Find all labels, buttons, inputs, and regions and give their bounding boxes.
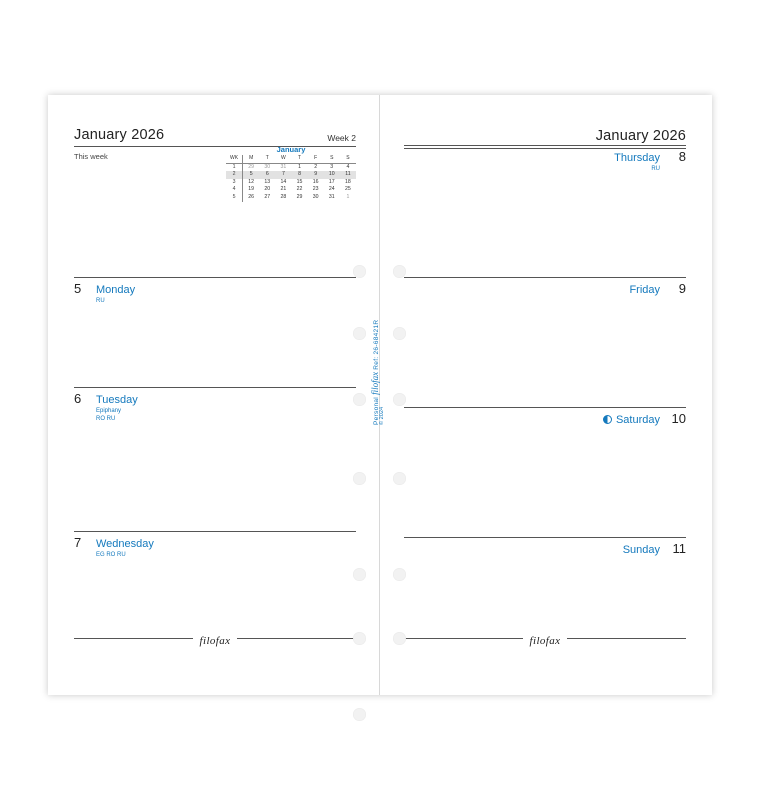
ring-hole [353,265,366,278]
mini-calendar-week-number: 2 [226,171,243,179]
mini-calendar-day[interactable]: 31 [328,193,335,200]
mini-calendar-title: January [276,145,306,154]
mini-calendar-header-cell: M [243,155,260,163]
mini-calendar-header-cell: S [340,155,356,163]
day-header [74,277,356,296]
day-number: 8 [678,149,686,164]
ring-hole [393,632,406,645]
mini-calendar-header-row [226,155,356,163]
mini-calendar-day[interactable]: 15 [296,178,303,185]
mini-calendar-day[interactable]: 25 [345,186,351,193]
ring-hole [393,393,406,406]
mini-calendar-header-cell: T [259,155,275,163]
day-number: 6 [74,391,82,406]
ring-hole [353,708,366,721]
mini-calendar-header-cell: WK [226,155,243,163]
mini-calendar-day[interactable]: 10 [324,171,340,179]
mini-calendar-body [226,163,356,201]
filofax-logo: filofax [523,635,568,647]
ring-hole [353,632,366,645]
day-number: 11 [672,541,686,556]
mini-calendar-day[interactable]: 22 [296,186,303,193]
mini-calendar-day[interactable]: 6 [259,171,275,179]
ring-hole [353,327,366,340]
day-block-tuesday [74,387,356,423]
mini-calendar-day[interactable]: 7 [275,171,291,179]
mini-calendar-day[interactable]: 28 [280,193,287,200]
day-notes [96,407,356,423]
mini-calendar-day[interactable]: 29 [296,193,303,200]
day-header [74,531,356,550]
day-name: Monday [96,284,136,296]
mini-calendar-week-number: 1 [226,163,243,171]
day-number: 10 [671,411,686,426]
mini-calendar-header-cell: S [324,155,340,163]
mini-calendar-day[interactable]: 26 [248,193,255,200]
moon-phase-icon [603,415,612,424]
day-notes [96,551,356,559]
right-month-title: January 2026 [595,128,686,144]
day-header [74,387,356,406]
this-week-label: This week [74,152,108,161]
mini-calendar-header-cell: W [275,155,291,163]
mini-calendar-day[interactable]: 18 [345,178,351,185]
mini-calendar-week-number: 3 [226,179,243,187]
mini-calendar-day[interactable]: 11 [340,171,356,179]
mini-calendar-table [226,155,356,202]
mini-calendar-day[interactable]: 1 [298,163,301,170]
left-page [48,95,380,695]
ring-hole [353,568,366,581]
spine-copyright: © 2024 [379,406,385,425]
mini-calendar-day[interactable]: 3 [330,163,334,170]
day-note-line: Epiphany [96,408,122,414]
day-note-line: RU [96,298,105,304]
day-header [404,145,686,164]
mini-calendar-row [226,171,356,179]
day-number: 7 [74,535,82,550]
ring-hole [393,265,406,278]
right-page-footer [404,635,686,657]
mini-calendar [226,145,356,202]
mini-calendar-day[interactable]: 8 [291,171,307,179]
mini-calendar-day[interactable]: 12 [248,178,255,185]
planner-spread [48,95,712,695]
day-name: Saturday [615,414,660,426]
day-note-line: RU [651,166,660,172]
mini-calendar-day[interactable]: 30 [312,193,319,200]
right-page [380,95,712,695]
day-block-monday [74,277,356,305]
day-name: Tuesday [96,394,138,406]
ring-hole [353,393,366,406]
mini-calendar-header-cell: F [308,155,324,163]
spine-size-label: Personal [373,396,380,425]
mini-calendar-day[interactable]: 23 [312,186,319,193]
day-header [404,407,686,426]
mini-calendar-day[interactable]: 17 [328,178,335,185]
day-note-line: EG RO RU [96,552,126,558]
mini-calendar-day[interactable]: 31 [280,163,287,170]
day-notes [96,297,356,305]
mini-calendar-day[interactable]: 24 [328,186,335,193]
mini-calendar-week-number: 5 [226,194,243,202]
mini-calendar-row [226,179,356,187]
mini-calendar-day[interactable]: 13 [264,178,271,185]
left-page-footer [74,635,356,657]
mini-calendar-day[interactable]: 30 [264,163,271,170]
left-page-header [74,127,356,147]
ring-hole [393,472,406,485]
day-name: Friday [629,284,660,296]
mini-calendar-day[interactable]: 9 [308,171,324,179]
mini-calendar-row [226,186,356,194]
mini-calendar-day[interactable]: 27 [264,193,271,200]
day-name: Wednesday [96,538,154,550]
week-number-label: Week 2 [327,133,356,143]
mini-calendar-day[interactable]: 16 [312,178,319,185]
spine-brand-logo: filofax [370,371,380,395]
mini-calendar-day[interactable]: 21 [280,186,287,193]
day-name: Sunday [622,544,660,556]
mini-calendar-day[interactable]: 1 [346,193,350,200]
mini-calendar-week-number: 4 [226,186,243,194]
mini-calendar-header-cell: T [291,155,307,163]
spine-reference: Ref: 26-68421R [373,319,380,370]
day-header [404,537,686,556]
day-block-sunday [404,537,686,556]
mini-calendar-row [226,163,356,171]
filofax-logo: filofax [193,635,238,647]
day-note-line: RO RU [96,416,116,422]
day-block-saturday [404,407,686,426]
mini-calendar-day[interactable]: 2 [314,163,318,170]
mini-calendar-day[interactable]: 29 [248,163,255,170]
mini-calendar-day[interactable]: 4 [346,163,350,170]
day-block-friday [404,277,686,296]
mini-calendar-row [226,194,356,202]
day-block-wednesday [74,531,356,559]
day-header [404,277,686,296]
mini-calendar-day[interactable]: 14 [280,178,287,185]
ring-hole [393,568,406,581]
mini-calendar-day[interactable]: 20 [264,186,271,193]
mini-calendar-day[interactable]: 5 [243,171,260,179]
ring-hole [353,472,366,485]
day-name: Thursday [614,152,660,164]
mini-calendar-day[interactable]: 19 [248,186,255,193]
left-month-title: January 2026 [74,127,165,143]
day-block-thursday [404,145,686,173]
day-number: 5 [74,281,82,296]
day-notes [404,165,660,173]
day-number: 9 [678,281,686,296]
ring-hole [393,327,406,340]
